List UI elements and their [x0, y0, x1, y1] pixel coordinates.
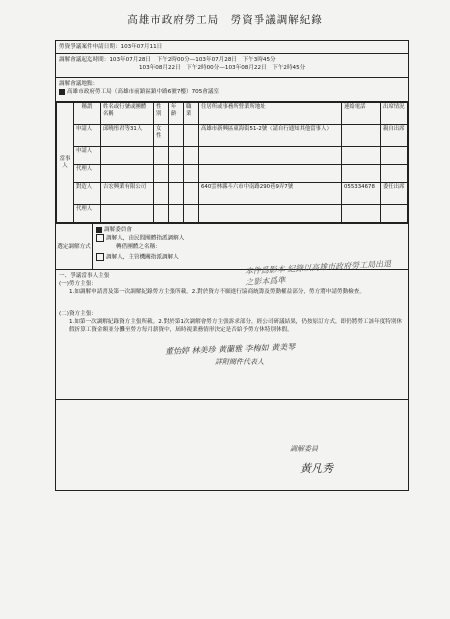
col-job: 職業: [184, 103, 199, 125]
empty-box-icon: [96, 234, 104, 242]
blank-area: [56, 400, 408, 490]
handwritten-note: 本件爲影本 紀錄以高雄市政府勞工局出退之影本爲準: [244, 259, 392, 287]
checked-box-icon: [59, 89, 65, 95]
document-title: 高雄市政府勞工局 勞資爭議調解紀錄: [127, 14, 323, 26]
col-name: 姓名或行號或團體名稱: [101, 103, 154, 125]
handwritten-mediator-label: 調解委員: [290, 445, 318, 453]
handwritten-mediator-signature: 黃凡秀: [300, 462, 333, 475]
parties-table-wrap: [56, 102, 408, 224]
handwritten-representative: 詳附閱件代表人: [215, 358, 264, 366]
parties-table: 當事人 稱謂 姓名或行號或團體名稱 性別 年齡 職業 住居所或事務所營業所地址 連絡電話 出席情況 申請人 邱曉彤君等31人 女性 高雄市新興區東海街51-2號（請自行通知其他當事人） 親自出席 申請人 代理人 對造人 吉宏興業有限公司 640雲林縣斗六市中南路290巷9弄7號 055334678 委任出席 代理人: [56, 102, 408, 223]
case-date: 勞資爭議案件申請日期：103年07月11日: [56, 41, 408, 54]
method-label: 選定調解方式: [56, 224, 93, 269]
empty-box-icon: [96, 253, 104, 261]
col-age: 年齡: [169, 103, 184, 125]
col-sex: 性別: [154, 103, 169, 125]
venue: 調解會議地點： 高雄市政府勞工局（高雄市前鎮區鎮中路6號7樓）705會議室: [56, 78, 408, 102]
col-phone: 連絡電話: [342, 103, 381, 125]
checked-box-icon: [96, 227, 102, 233]
session-times: 調解會議起迄時間：103年07月28日 下午2時00分—103年07月28日 下午3時45分 103年08月22日 下午2時00分—103年08月22日 下午2時45分: [56, 54, 408, 78]
col-role: 稱謂: [74, 103, 101, 125]
method-row: 選定調解方式 調解委員會 調解人，由民間團體指派調解人 轉借團體之名稱： 調解人，主管機關指派調解人: [56, 224, 408, 270]
handwritten-signatures: 董怡婷 林美珍 黃蘭雅 李梅如 黃美琴: [164, 342, 296, 357]
claims-section: 一、爭議當事人主張 (一)勞方主張： 1.如調解申請書及第一次調解紀錄勞方主張所載。2.對於資方不願進行協商統籌及勞動權益部分，勞方將申請勞動檢查。 (二)資方主張： 1.如第一次調解紀錄資方主張所載。2.對於第1次調解會勞方主張訴求部分，經公司研議結果，仍按原訂方式，即仍將勞工該年度特別休假折算工資金額並分攤至勞方每月薪資中，屆時視業務情形決定是否給予勞方休特別休假。: [56, 270, 408, 400]
col-addr: 住居所或事務所營業所地址: [199, 103, 342, 125]
col-attend: 出席情況: [381, 103, 408, 125]
party-header: 當事人: [57, 103, 74, 223]
